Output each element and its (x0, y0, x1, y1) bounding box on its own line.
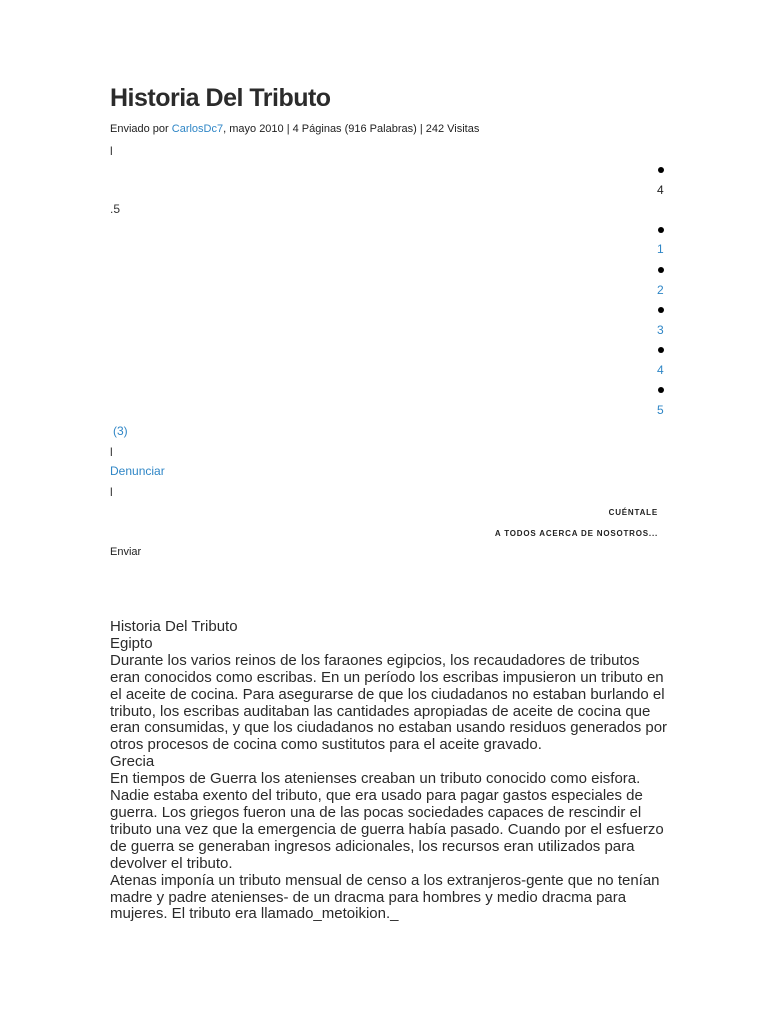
paragraph-grecia-1: En tiempos de Guerra los atenienses creaban un tributo conocido como eisfora. Nadie estaba exento del tributo, que era usado para pagar gastos especiales de guerra. Los griegos fueron una de las pocas sociedades capaces de rescindir el tributo una vez que la emergencia de guerra había pasado. Cuando por el esfuerzo de guerra se generaban ingresos adicionales, los recursos eran utilizados para devolver el tributo. (110, 770, 664, 872)
separator-mark: l (110, 485, 113, 499)
bullet-icon (658, 307, 664, 313)
bullet-icon (658, 387, 664, 393)
rating-option-2[interactable]: 2 (657, 283, 664, 297)
page-title: Historia Del Tributo (110, 84, 331, 112)
report-link[interactable]: Denunciar (110, 464, 165, 478)
paragraph-grecia-2: Atenas imponía un tributo mensual de censo a los extranjeros-gente que no tenían madre y padre atenienses- de un dracma para hombres y medio dracma para mujeres. El tributo era llamado_metoikion._ (110, 871, 660, 923)
rating-current-value: 4 (657, 183, 664, 197)
paragraph-egipto: Durante los varios reinos de los faraones egipcios, los recaudadores de tributos eran conocidos como escribas. En un período los escribas impusieron un tributo en el aceite de cocina. Para asegurarse de que los ciudadanos no estaban burlando el tributo, los escribas auditaban las cantidades apropiadas de aceite de cocina que eran consumidas, y que los ciudadanos no estaban usando residuos generados por otros procesos de cocina como sustitutos para el aceite gravado. (110, 651, 668, 754)
rating-option-4[interactable]: 4 (657, 363, 664, 377)
section-heading-grecia: Grecia (110, 753, 155, 771)
separator-mark: l (110, 445, 113, 459)
rating-option-5[interactable]: 5 (657, 403, 664, 417)
rating-count-link[interactable]: (3) (113, 424, 128, 438)
body-heading: Historia Del Tributo (110, 618, 238, 635)
send-button[interactable]: Enviar (110, 546, 142, 558)
bullet-icon (658, 347, 664, 353)
meta-prefix: Enviado por (110, 123, 172, 135)
document-body (110, 619, 670, 923)
share-prompt-line2: A TODOS ACERCA DE NOSOTROS... (494, 529, 658, 538)
section-heading-egipto: Egipto (110, 634, 153, 652)
bullet-icon (658, 227, 664, 233)
rating-score: .5 (110, 202, 121, 216)
separator-mark: l (110, 144, 113, 158)
bullet-icon (658, 167, 664, 173)
rating-option-3[interactable]: 3 (657, 323, 664, 337)
meta-details: , mayo 2010 | 4 Páginas (916 Palabras) | 242 Visitas (223, 123, 480, 135)
document-meta (110, 123, 479, 135)
author-link[interactable]: CarlosDc7 (171, 123, 224, 135)
bullet-icon (658, 267, 664, 273)
rating-option-1[interactable]: 1 (657, 242, 664, 256)
share-prompt-line1: CUÉNTALE (608, 508, 658, 517)
